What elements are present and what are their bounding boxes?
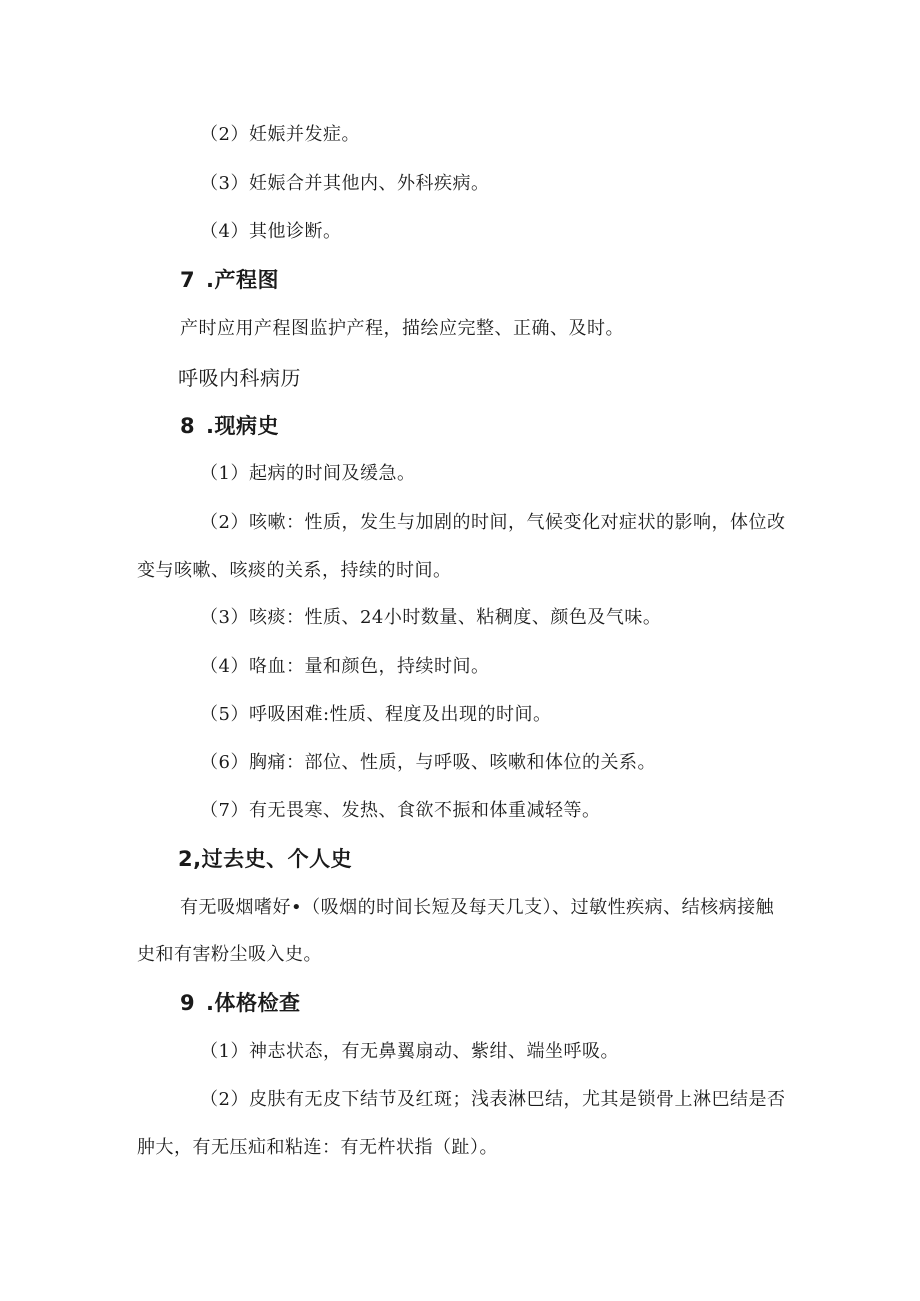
list-item: （1）神志状态，有无鼻翼扇动、紫绀、端坐呼吸。 xyxy=(200,1041,619,1062)
section-heading-2: 2,过去史、个人史 xyxy=(178,847,353,871)
list-item: （2）咳嗽：性质，发生与加剧的时间，气候变化对症状的影响，体位改 xyxy=(200,512,786,533)
list-item: （1）起病的时间及缓急。 xyxy=(200,463,416,484)
list-item: （3）咳痰：性质、24小时数量、粘稠度、颜色及气味。 xyxy=(200,607,662,628)
list-item-continuation: 变与咳嗽、咳痰的关系，持续的时间。 xyxy=(137,560,452,581)
list-item: （5）呼吸困难:性质、程度及出现的时间。 xyxy=(200,704,552,725)
section-heading-7 xyxy=(180,267,279,293)
paragraph-continuation: 史和有害粉尘吸入史。 xyxy=(137,944,322,965)
heading-number: 7 xyxy=(180,268,196,292)
list-item: （7）有无畏寒、发热、食欲不振和体重减轻等。 xyxy=(200,800,601,821)
list-item: （4）其他诊断。 xyxy=(200,221,342,242)
heading-number: 8 xyxy=(180,414,196,438)
list-item: （6）胸痛：部位、性质，与呼吸、咳嗽和体位的关系。 xyxy=(200,752,656,773)
paragraph: 有无吸烟嗜好•（吸烟的时间长短及每天几支）、过敏性疾病、结核病接触 xyxy=(180,897,775,918)
heading-text: .现病史 xyxy=(206,414,279,438)
section-heading-9 xyxy=(180,990,300,1016)
section-title: 呼吸内科病历 xyxy=(178,366,301,390)
heading-number: 9 xyxy=(180,991,196,1015)
list-item-continuation: 肿大，有无压疝和粘连：有无杵状指（趾）。 xyxy=(137,1137,498,1158)
list-item: （2）妊娠并发症。 xyxy=(200,124,360,145)
heading-text: .产程图 xyxy=(206,268,279,292)
list-item: （4）咯血：量和颜色，持续时间。 xyxy=(200,656,490,677)
heading-text: .体格检查 xyxy=(206,991,301,1015)
section-heading-8 xyxy=(180,413,279,439)
list-item: （3）妊娠合并其他内、外科疾病。 xyxy=(200,173,490,194)
paragraph: 产时应用产程图监护产程，描绘应完整、正确、及时。 xyxy=(180,318,624,339)
list-item: （2）皮肤有无皮下结节及红斑；浅表淋巴结，尤其是锁骨上淋巴结是否 xyxy=(200,1089,786,1110)
